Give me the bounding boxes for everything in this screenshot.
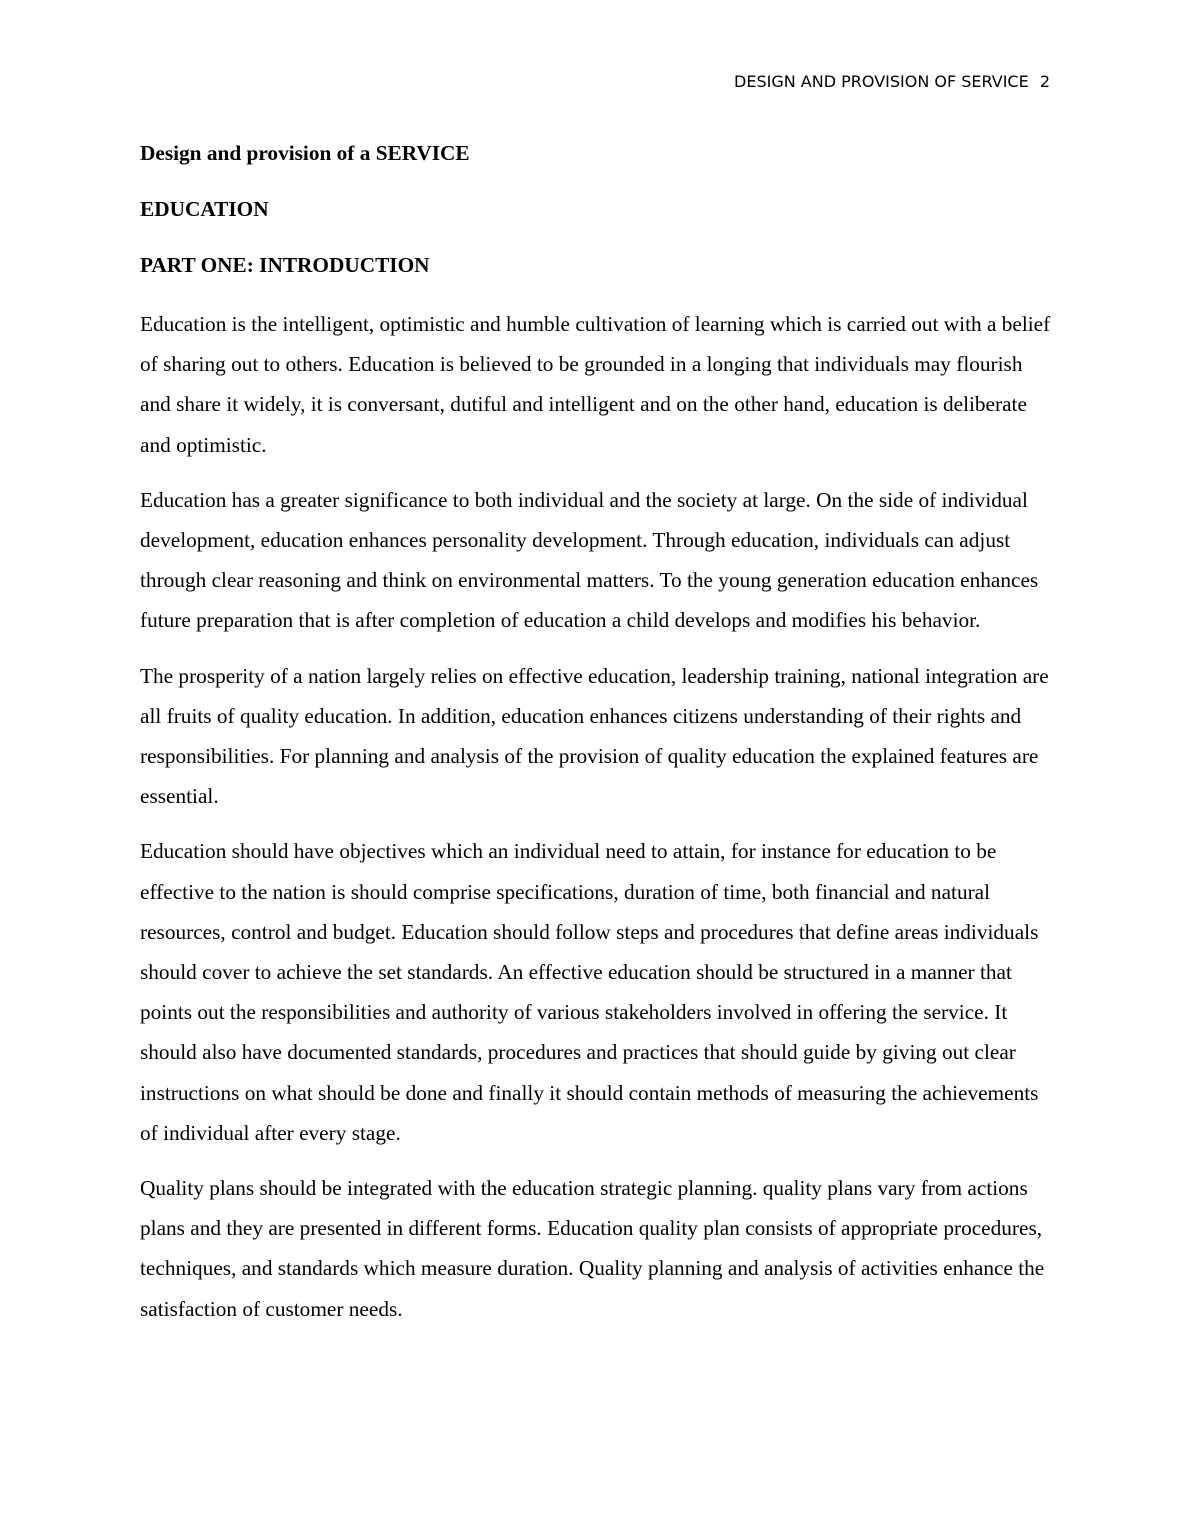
document-body [140,136,1052,1344]
paragraph: Education is the intelligent, optimistic and humble cultivation of learning which is carried out with a belief of sharing out to others. Education is believed to be grounded in a longing that individuals may flourish and share it widely, it is conversant, dutiful and intelligent and on the other hand, education is deliberate and optimistic. [140,312,1051,457]
page-number: 2 [1039,72,1050,91]
running-header-title: DESIGN AND PROVISION OF SERVICE [734,72,1029,91]
paragraph: The prosperity of a nation largely relies on effective education, leadership training, national integration are all fruits of quality education. In addition, education enhances citizens understanding of their rights and responsibilities. For planning and analysis of the provision of quality education the explained features are essential. [140,663,1049,809]
paragraph: Education has a greater significance to both individual and the society at large. On the side of individual development, education enhances personality development. Through education, individuals can adjust through clear reasoning and think on environmental matters. To the young generation education enhances future preparation that is after completion of education a child develops and modifies his behavior. [140,487,1039,633]
section-heading: PART ONE: INTRODUCTION [140,253,430,277]
document-title: Design and provision of a SERVICE [140,141,470,165]
paragraph: Education should have objectives which an individual need to attain, for instance for education to be effective to the nation is should comprise specifications, duration of time, both financial and natural resources, control and budget. Education should follow steps and procedures that define areas individuals should cover to achieve the set standards. An effective education should be structured in a manner that points out the responsibilities and authority of various stakeholders involved in offering the service. It should also have documented standards, procedures and practices that should guide by giving out clear instructions on what should be done and finally it should contain methods of measuring the achievements of individual after every stage. [140,839,1039,1145]
paragraph: Quality plans should be integrated with the education strategic planning. quality plans vary from actions plans and they are presented in different forms. Education quality plan consists of appropriate procedures, techniques, and standards which measure duration. Quality planning and analysis of activities enhance the satisfaction of customer needs. [140,1176,1045,1321]
document-subtitle: EDUCATION [140,197,269,221]
running-header [734,72,1050,91]
